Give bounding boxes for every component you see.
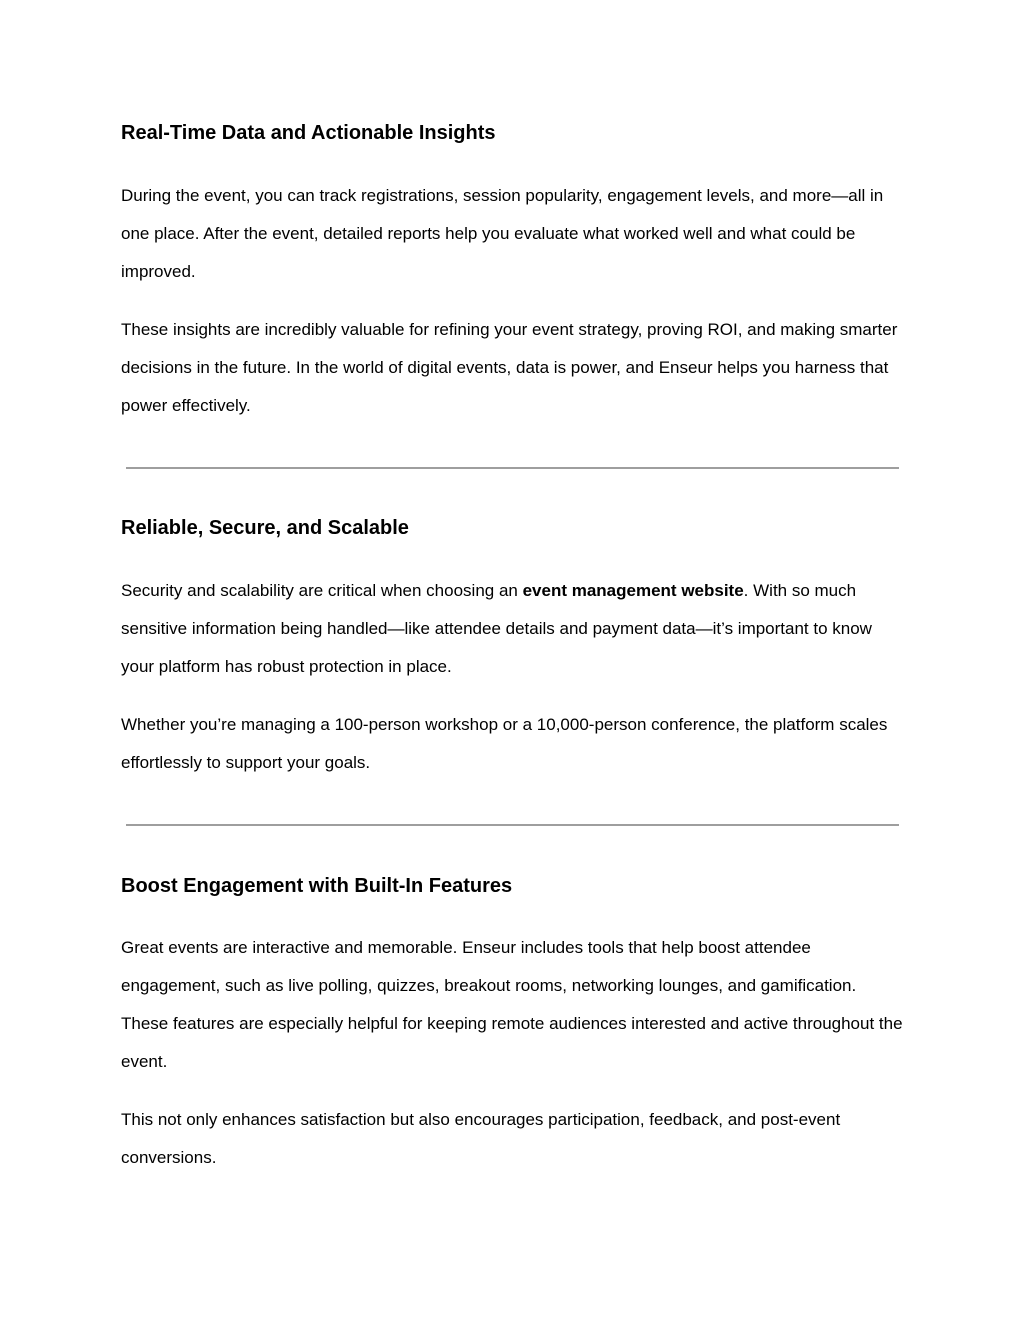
paragraph-security-text-start: Security and scalability are critical when choosing an xyxy=(121,581,523,600)
paragraph-security xyxy=(121,572,906,686)
paragraph-insights-value: These insights are incredibly valuable for refining your event strategy, proving ROI, and making smarter decisions in the future. In the world of digital events, data is power, and Enseur helps you harness that power effectively. xyxy=(121,320,898,415)
section-divider xyxy=(126,467,899,469)
section-heading-boost-engagement: Boost Engagement with Built-In Features xyxy=(121,875,513,897)
event-management-website-emphasis: event management website xyxy=(522,581,744,600)
section-heading-reliable-secure: Reliable, Secure, and Scalable xyxy=(121,517,409,539)
section-heading-real-time-data: Real-Time Data and Actionable Insights xyxy=(121,122,496,144)
paragraph-security-text-end: . With so much sensitive information being handled—like attendee details and payment data—it’s important to know your platform has robust protection in place. xyxy=(121,581,872,676)
paragraph-tracking: During the event, you can track registrations, session popularity, engagement levels, and more—all in one place. After the event, detailed reports help you evaluate what worked well and what could be improved. xyxy=(121,186,884,281)
paragraph-satisfaction: This not only enhances satisfaction but also encourages participation, feedback, and post-event conversions. xyxy=(121,1110,841,1167)
section-divider xyxy=(126,824,899,826)
paragraph-engagement-tools: Great events are interactive and memorable. Enseur includes tools that help boost attendee engagement, such as live polling, quizzes, breakout rooms, networking lounges, and gamification. These features are especially helpful for keeping remote audiences interested and active throughout the event. xyxy=(121,938,903,1071)
paragraph-scalability: Whether you’re managing a 100-person workshop or a 10,000-person conference, the platform scales effortlessly to support your goals. xyxy=(121,715,888,772)
